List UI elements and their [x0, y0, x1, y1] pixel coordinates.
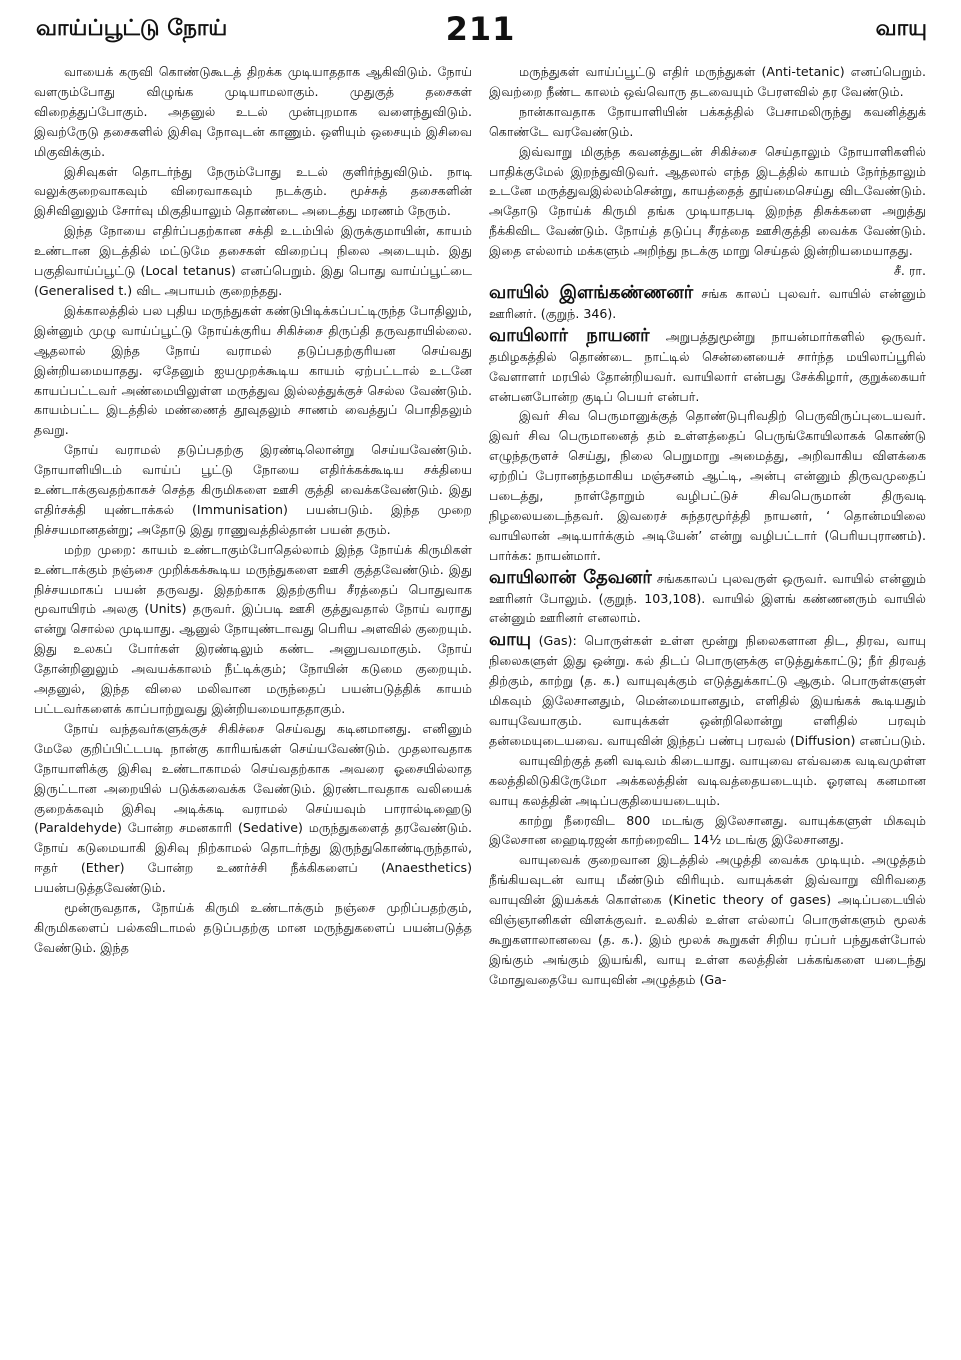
entry-vayu — [489, 630, 926, 750]
entry-body: சங்ககாலப் புலவருள் ஒருவர். வாயில் என்னும் ஊரினர் போலும். (குறுந். 103,108). வாயில் இளங் கண்ணனரும் வாயில் என்னும் ஊரினர் எனலாம். — [489, 570, 926, 626]
entry-body: சங்க காலப் புலவர். வாயில் என்னும் ஊரினர். (குறுந். 346). — [489, 285, 926, 321]
entry-heading: வாயிலான் தேவனர் — [489, 566, 652, 588]
running-header — [30, 6, 931, 56]
entry-vayilar-nayanar — [489, 326, 926, 407]
paragraph: மூன்ருவதாக, நோய்க் கிருமி உண்டாக்கும் நஞ்சை முறிப்பதற்கும், கிருமிகளைப் பல்கவிடாமல் தடுப்பதற்கு மான மருந்துகளைப் பயன்படுத்த வேண்டும். இந்த — [34, 900, 472, 955]
entry-heading: வாயிலார் நாயனர் — [489, 324, 650, 346]
entry-vayilan-devanar — [489, 568, 926, 629]
paragraph: வாயைக் கருவி கொண்டுகூடத் திறக்க முடியாததாக ஆகிவிடும். நோய் வளரும்போது விழுங்க முடியாமலாகும். முதுகுத் தசைகள் விறைத்துப்போகும். அதனுல் உடல் முன்புறமாக வளைந்துவிடும். இவற்ருேடு தசைகளில் இசிவு நோவுடன் காணும். ஒளியும் ஒசையும் இசிவை மிகுவிக்கும். — [34, 64, 472, 159]
paragraph: மற்ற முறை: காயம் உண்டாகும்போதெல்லாம் இந்த நோய்க் கிருமிகள் உண்டாக்கும் நஞ்சை முறிக்கக்கூடிய மருந்துகளை ஊசி குத்தவேண்டும். இது நிச்சயமாகப் பயன் தருவது. இதற்காக இதற்குரிய சீரத்தைப் பொதுவாக மூவாயிரம் அலகு (Units) தருவர். இப்படி ஊசி குத்துவதால் நோய் வராது என்று சொல்ல முடியாது. ஆனுல் நோயுண்டாவது பெரிய அளவில் குறையும். இது உலகப் போர்கள் இரண்டிலும் கண்ட அனுபவமாகும். நோய் தோன்றினுலும் அவயக்காலம் நீட்டிக்கும்; நோயின் கடுமை குறையும். அதனுல், இந்த விலை மலிவான மருந்தைப் பயன்படுத்திக் காயம் பட்டவர்களைக் காப்பாற்றுவது இன்றியமையாததாகும். — [34, 541, 472, 716]
header-right-title: வாயு — [875, 16, 927, 41]
paragraph: காற்று நீரைவிட 800 மடங்கு இலேசானது. வாயுக்களுள் மிகவும் இலேசான ஹைடிரஜன் காற்றைவிட 14½ மடங்கு இலேசானது. — [489, 812, 926, 848]
right-column — [489, 62, 926, 1352]
paragraph: இந்த நோயை எதிர்ப்பதற்கான சக்தி உடம்பில் இருக்குமாயின், காயம் உண்டான இடத்தில் மட்டுமே தசைகள் விறைப்பு நிலை அடையும். இது பகுதிவாய்ப்பூட்டு (Local tetanus) எனப்பெறும். இது பொது வாய்ப்பூட்டை (Generalised t.) விட அபாயம் குறைந்தது. — [34, 223, 472, 298]
paragraph: மருந்துகள் வாய்ப்பூட்டு எதிர் மருந்துகள் (Anti-tetanic) எனப்பெறும். இவற்றை நீண்ட காலம் ஒவ்வொரு தடவையும் பேரளவில் தர வேண்டும். — [489, 64, 926, 99]
paragraph: வாயுவிற்குத் தனி வடிவம் கிடையாது. வாயுவை எவ்வகை வடிவமுள்ள கலத்திலிடுகிருேமோ அக்கலத்தின் வடிவத்தையடையும். ஓரளவு கனமான வாயு கலத்தின் அடிப்பகுதியையடையும். — [489, 752, 926, 808]
paragraph: வாயுவைக் குறைவான இடத்தில் அழுத்தி வைக்க முடியும். அழுத்தம் நீங்கியவுடன் வாயு மீண்டும் விரியும். வாயுக்கள் இவ்வாறு விரிவதை வாயுவின் இயக்கக் கொள்கை (Kinetic theory of gases) அடிப்படையில் விஞ்ஞானிகள் விளக்குவர். உலகில் உள்ள எல்லாப் பொருள்களும் மூலக் கூறுகளாலானவை (த. க.). இம் மூலக் கூறுகள் சிறிய ரப்பர் பந்துகள்போல் இங்கும் அங்கும் இயங்கி, வாயு உள்ள கலத்தின் பக்கங்களை யடைந்து மோதுவதையே வாயுவின் அழுத்தம் (Ga- — [489, 852, 926, 987]
header-left-title: வாய்ப்பூட்டு நோய் — [36, 16, 228, 41]
entry-heading: வாயு — [489, 629, 532, 651]
entry-body: பொருள்கள் உள்ள மூன்று நிலைகளான திட, திரவ, வாயு நிலைகளுள் இது ஒன்று. கல் திடப் பொருளுக்கு எடுத்துக்காட்டு; நீர் திரவத் திற்கும், காற்று (த. க.) வாயுவுக்கும் எடுத்துக்காட்டு ஆகும். பொருள்களுள் மிகவும் இலேசானதும், மென்மையானதும், எளிதில் இயங்கக் கூடியதும் வாயுவேயாகும். வாயுக்கள் ஒன்றிலொன்று எளிதில் பரவும் தன்மையுடையவை. வாயுவின் இந்தப் பண்பு பரவல் (Diffusion) எனப்படும். — [489, 633, 926, 748]
paragraph: இசிவுகள் தொடர்ந்து நேரும்போது உடல் குளிர்ந்துவிடும். நாடி வலுக்குறைவாகவும் விரைவாகவும் நடக்கும். மூச்சுத் தசைகளின் இசிவினுலும் சோர்வு மிகுதியாலும் தொண்டை அடைத்து மரணம் நேரும். — [34, 163, 472, 219]
entry-heading: வாயில் இளங்கண்ணனர் — [489, 281, 694, 303]
entry-heading-suffix: (Gas): — [538, 633, 577, 649]
paragraph: நான்காவதாக நோயாளியின் பக்கத்தில் பேசாமலிருந்து கவனித்துக் கொண்டே வரவேண்டும். — [489, 103, 926, 139]
page-number: 211 — [445, 10, 516, 48]
entry-vayil-ilankannanar — [489, 283, 926, 324]
paragraph: இக்காலத்தில் பல புதிய மருந்துகள் கண்டுபிடிக்கப்பட்டிருந்த போதிலும், இன்னும் முழு வாய்ப்பூட்டு நோய்க்குரிய சிகிச்சை திருப்தி தருவதாயில்லை. ஆதலால் இந்த நோய் வராமல் தடுப்பதற்குரியன செய்வது இன்றியமையாதது. ஏதேனும் ஐயமுறக்கூடிய காயம் ஏற்பட்டால் உடனே காயப்பட்டவர் அண்மையிலுள்ள மருத்துவ இல்லத்துக்குச் செல்ல வேண்டும். காயம்பட்ட இடத்தில் மண்ணைத் தூவுதலும் சாணம் வைத்துப் பொதிதலும் தவறு. — [34, 302, 472, 438]
left-column — [34, 62, 472, 1352]
paragraph: இவ்வாறு மிகுந்த கவனத்துடன் சிகிச்சை செய்தாலும் நோயாளிகளில் பாதிக்குமேல் இறந்துவிடுவர். ஆதலால் எந்த இடத்தில் காயம் நேர்ந்தாலும் உடனே மருத்துவஇல்லம்சென்று, காயத்தைத் தூய்மைசெய்து விடவேண்டும். அதோடு நோய்க் கிருமி தங்க முடியாதபடி இறந்த திசுக்களை அறுத்து நீக்கிவிட வேண்டும். நோய்த் தடுப்பு சீரத்தை ஊசிகுத்தி வைக்க வேண்டும். இதை எல்லாம் மக்களும் அறிந்து நடக்கு மாறு செய்தல் இன்றியமையாதது. — [489, 143, 926, 259]
entry-body: அறுபத்துமூன்று நாயன்மார்களில் ஒருவர். தமிழகத்தில் தொண்டை நாட்டில் சென்னையைச் சார்ந்த மயிலாப்பூரில் வேளாளர் மரபில் தோன்றியவர். வாயிலார் என்பது சேக்கிழார், குறுக்கையர் என்பனபோன்ற குடிப் பெயர் என்பர். — [489, 328, 926, 404]
paragraph: நோய் வராமல் தடுப்பதற்கு இரண்டிலொன்று செய்யவேண்டும். நோயாளியிடம் வாய்ப் பூட்டு நோயை எதிர்க்கக்கூடிய சக்தியை உண்டாக்குவதற்காகச் செத்த கிருமிகளை ஊசி குத்தி வைக்கவேண்டும். இது எதிர்சக்தி யுண்டாக்கல் (Immunisation) பயன்படும். இந்த முறை நிச்சயமானதன்று; அதோடு இது ராணுவத்தில்தான் பயன் தரும். — [34, 442, 472, 537]
paragraph: நோய் வந்தவர்களுக்குச் சிகிச்சை செய்வது கடினமானது. எனினும் மேலே குறிப்பிட்டபடி நான்கு காரியங்கள் செய்யவேண்டும். முதலாவதாக நோயாளிக்கு இசிவு உண்டாகாமல் செய்வதற்காக அவரை ஓசையில்லாத இருட்டான அறையில் படுக்கவைக்க வேண்டும். இரண்டாவதாக வலியைக் குறைக்கவும் இசிவு அடிக்கடி வராமல் செய்யவும் பாரால்டிஹைடு (Paraldehyde) போன்ற சமனகாரி (Sedative) மருந்துகளைத் தரவேண்டும். நோய் கடுமையாகி இசிவு நிற்காமல் தொடர்ந்து இருந்துகொண்டிருந்தால், ஈதர் (Ether) போன்ற உணர்ச்சி நீக்கிகளைப் (Anaesthetics) பயன்படுத்தவேண்டும். — [34, 720, 472, 896]
paragraph: இவர் சிவ பெருமானுக்குத் தொண்டுபுரிவதிற் பெருவிருப்புடையவர். இவர் சிவ பெருமானைத் தம் உள்ளத்தைப் பெருங்கோயிலாகக் கொண்டு எழுந்தருளச் செய்து, நிலை பெறுமாறு அமைத்து, அறிவாகிய விளக்கை ஏற்றிப் பேரானந்தமாகிய மஞ்சனம் ஆட்டி, அன்பு என்னும் திருவமுதைப் படைத்து, நாள்தோறும் வழிபட்டுச் சிவபெருமான் திருவடி நிழலையடைந்தவர். இவரைச் சுந்தரமூர்த்தி நாயனர், ‘ தொன்மயிலை வாயிலான் அடியார்க்கும் அடியேன்’ என்று வழிபட்டார் (பெரியபுராணம்). பார்க்க: நாயன்மார். — [489, 408, 926, 563]
author-signature: சீ. ரா. — [893, 263, 926, 279]
